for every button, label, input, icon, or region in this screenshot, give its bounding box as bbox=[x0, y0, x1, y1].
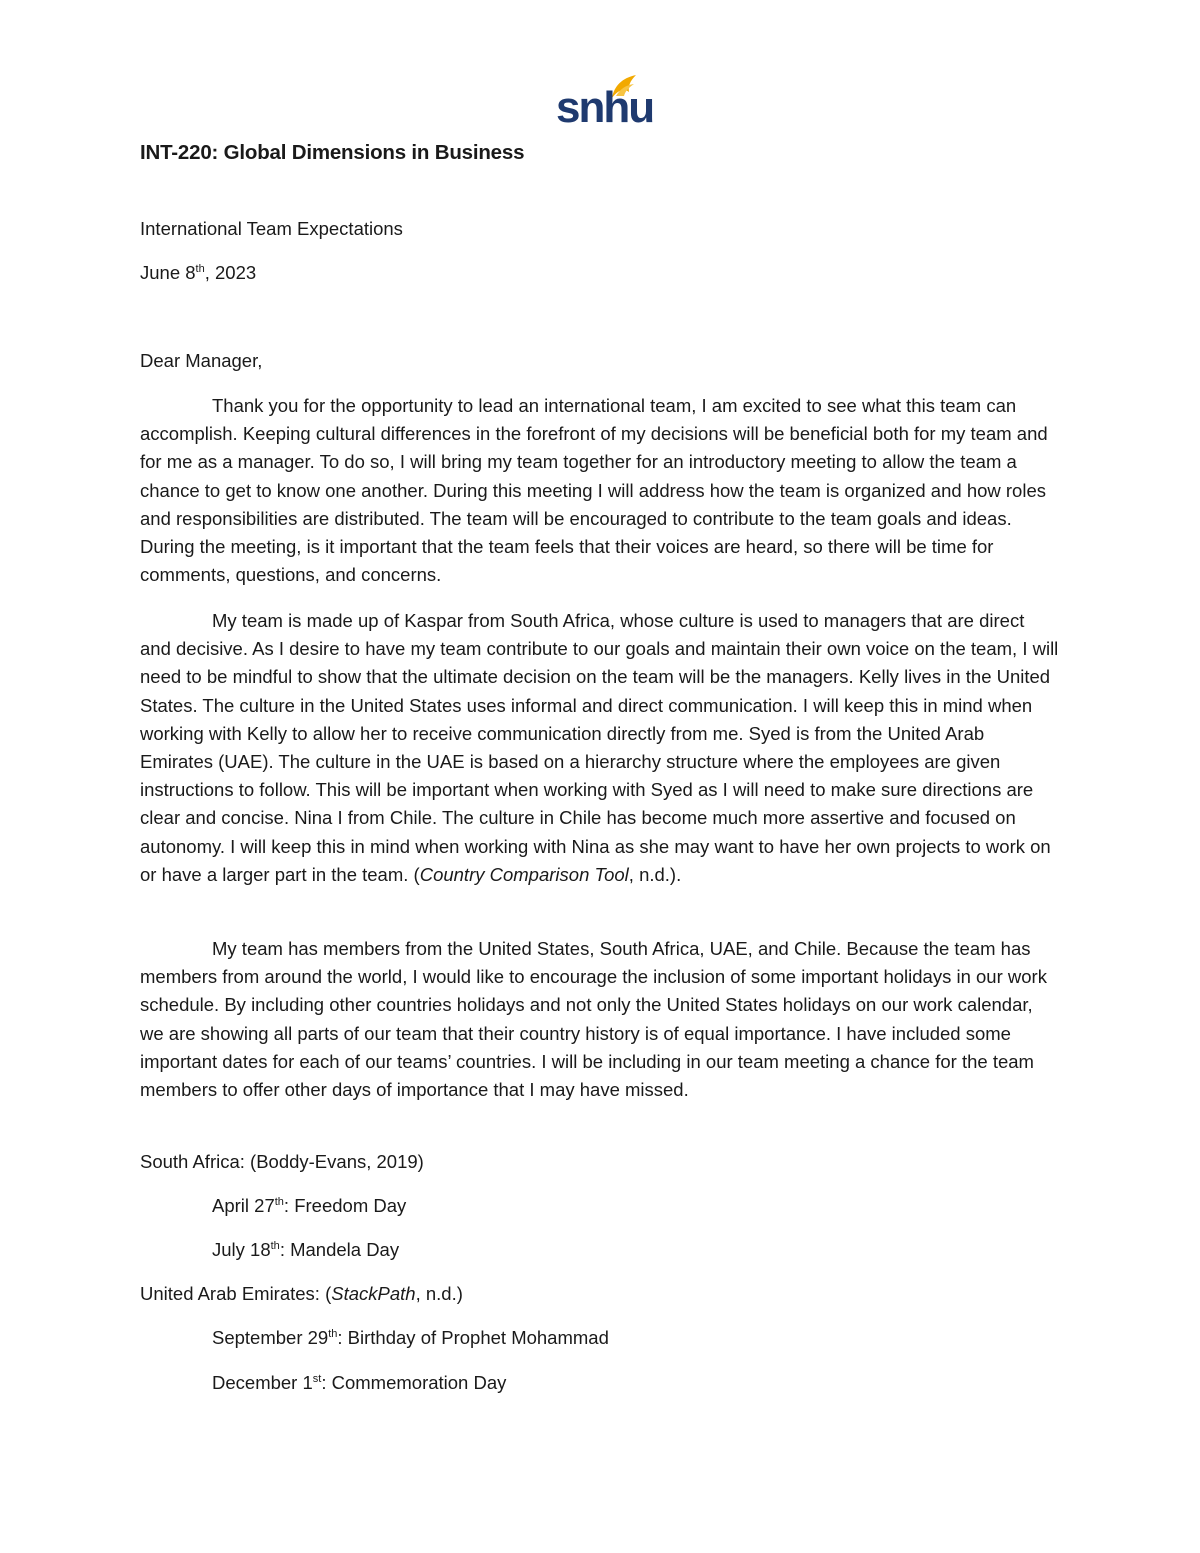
document-title: International Team Expectations bbox=[140, 218, 403, 239]
course-title: INT-220: Global Dimensions in Business bbox=[140, 141, 525, 164]
paragraph-holidays-text: My team has members from the United States, South Africa, UAE, and Chile. Because the team has members from around the world, I would like to encourage the inclusion of some important holidays in our work schedule. By including other countries holidays and not only the United States holidays on our work calendar, we are showing all parts of our team that their country history is of equal importance. I have included some important dates for each of our teams’ countries. I will be including in our team meeting a chance for the team members to offer other days of importance that I may have missed. bbox=[140, 938, 1047, 1101]
paragraph-intro-text: Thank you for the opportunity to lead an international team, I am excited to see what this team can accomplish. Keeping cultural differences in the forefront of my decisions will be beneficial both for my team and for me as a manager. To do so, I will bring my team together for an introductory meeting to allow the team a chance to get to know one another. During this meeting I will address how the team is organized and how roles and responsibilities are distributed. The team will be encouraged to contribute to the team goals and ideas. During the meeting, is it important that the team feels that their voices are heard, so there will be time for comments, questions, and concerns. bbox=[140, 395, 1048, 586]
date-prefix: June 8 bbox=[140, 262, 196, 283]
south-africa-heading: South Africa: (Boddy-Evans, 2019) bbox=[140, 1151, 424, 1172]
paragraph-team bbox=[140, 607, 1060, 889]
holiday-item: July 18th: Mandela Day bbox=[212, 1239, 400, 1260]
logo-wordmark: snhu bbox=[556, 83, 654, 132]
date-ordinal: th bbox=[195, 262, 205, 275]
citation-title: Country Comparison Tool bbox=[419, 863, 629, 885]
paragraph-intro bbox=[140, 392, 1060, 589]
salutation: Dear Manager, bbox=[140, 350, 263, 371]
snhu-logo bbox=[552, 72, 654, 132]
citation-rest: , n.d.). bbox=[628, 863, 682, 885]
holiday-item: September 29th: Birthday of Prophet Mohammad bbox=[212, 1327, 609, 1348]
uae-heading: United Arab Emirates: (StackPath, n.d.) bbox=[140, 1283, 463, 1304]
holiday-item: April 27th: Freedom Day bbox=[212, 1195, 407, 1216]
holiday-item: December 1st: Commemoration Day bbox=[212, 1372, 507, 1393]
letter-date bbox=[140, 262, 256, 284]
paragraph-holidays bbox=[140, 935, 1060, 1104]
paragraph-team-text: My team is made up of Kaspar from South Africa, whose culture is used to managers that are direct and decisive. As I desire to have my team contribute to our goals and maintain their own voice on the team, I will need to be mindful to show that the ultimate decision on the team will be the managers. Kelly lives in the United States. The culture in the United States uses informal and direct communication. I will keep this in mind when working with Kelly to allow her to receive communication directly from me. Syed is from the United Arab Emirates (UAE). The culture in the UAE is based on a hierarchy structure where the employees are given instructions to follow. This will be important when working with Syed as I will need to make sure directions are clear and concise. Nina I from Chile. The culture in Chile has become much more assertive and focused on autonomy. I will keep this in mind when working with Nina as she may want to have her own projects to work on or have a larger part in the team. ( bbox=[140, 610, 1059, 885]
date-suffix: , 2023 bbox=[204, 262, 257, 283]
